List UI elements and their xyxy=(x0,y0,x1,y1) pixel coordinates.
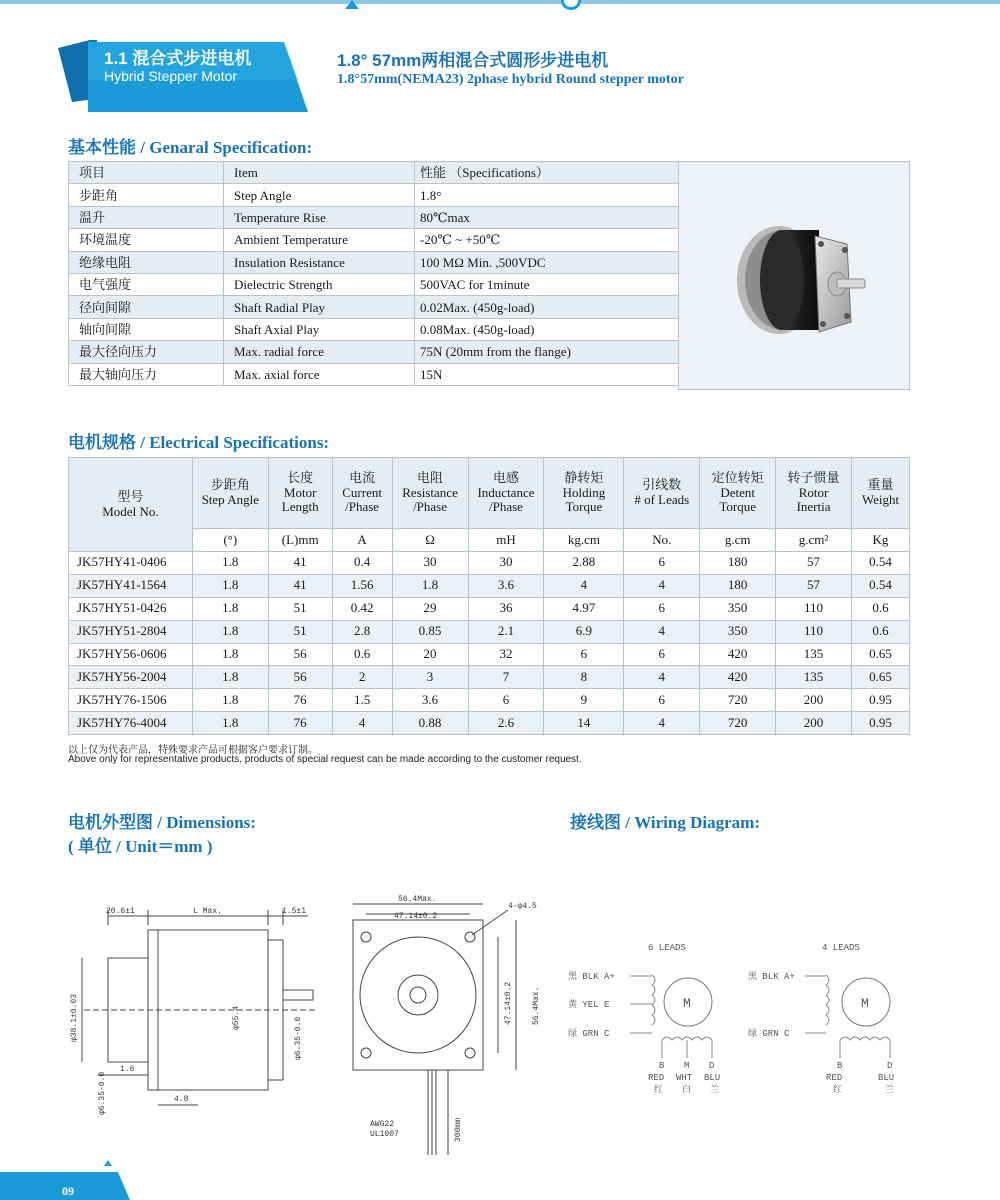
model-number-cell: JK57HY76-1506 xyxy=(69,689,193,712)
electrical-value-cell: 51 xyxy=(268,620,332,643)
header-line: 电阻 xyxy=(417,469,444,485)
electrical-header-cell xyxy=(468,458,544,529)
electrical-value-cell: 4 xyxy=(624,620,700,643)
electrical-value-cell: 420 xyxy=(700,666,776,689)
header-line: /Phase xyxy=(489,499,523,515)
header-line: Length xyxy=(281,499,319,515)
electrical-value-cell: 56 xyxy=(268,643,332,666)
general-spec-cell: Shaft Radial Play xyxy=(224,296,415,318)
electrical-value-cell: 4 xyxy=(544,574,624,597)
electrical-value-cell: 1.8 xyxy=(192,597,268,620)
motor-label-4: M xyxy=(861,996,869,1011)
electrical-value-cell: 9 xyxy=(544,689,624,712)
general-spec-cell: 100 MΩ Min. ,500VDC xyxy=(415,251,679,273)
header-line: 型号 xyxy=(117,488,144,504)
general-spec-heading: 基本性能 / Genaral Specification: xyxy=(68,138,313,157)
electrical-value-cell: 720 xyxy=(700,712,776,735)
dim-label-d5: φ55.4 xyxy=(232,1005,241,1030)
header-line: Model No. xyxy=(102,503,159,519)
model-number-cell: JK57HY41-0406 xyxy=(69,552,193,575)
model-number-cell: JK57HY51-2804 xyxy=(69,620,193,643)
electrical-unit-cell: Kg xyxy=(851,529,909,552)
lead-cn3-6: 兰 xyxy=(710,1085,720,1095)
header-line: # of Leads xyxy=(634,492,690,507)
general-spec-row xyxy=(69,273,679,295)
general-spec-cell: 绝缘电阻 xyxy=(69,251,224,273)
general-spec-cell: Item xyxy=(224,162,415,184)
electrical-value-cell: 7 xyxy=(468,666,544,689)
lead-color2-6: WHT xyxy=(676,1073,693,1083)
electrical-value-cell: 0.54 xyxy=(851,552,909,575)
electrical-value-cell: 57 xyxy=(776,552,852,575)
electrical-value-cell: 110 xyxy=(776,597,852,620)
lead-b-plus-6: B xyxy=(659,1061,665,1071)
wiring-heading: 接线图 / Wiring Diagram: xyxy=(570,813,760,832)
electrical-value-cell: 1.8 xyxy=(192,712,268,735)
electrical-value-cell: 0.85 xyxy=(392,620,468,643)
electrical-header-cell xyxy=(332,458,392,529)
lead-a-plus-4: 黑 BLK A+ xyxy=(748,972,795,982)
header-line: 静转矩 xyxy=(564,469,604,485)
header-line: Step Angle xyxy=(201,492,259,507)
wiring-4-title: 4 LEADS xyxy=(822,943,860,953)
dim-label-d1: 20.6±1 xyxy=(106,907,135,916)
lead-a-minus-6: 绿 GRN C xyxy=(568,1029,610,1039)
general-spec-cell: 500VAC for 1minute xyxy=(415,273,679,295)
lead-b-minus-6: D xyxy=(709,1061,715,1071)
dim-label-d6: φ6.35-0.0 xyxy=(294,1016,303,1060)
general-spec-cell: 最大径向压力 xyxy=(69,341,224,363)
dim-label-f1: 56.4Max. xyxy=(398,895,437,904)
header-line: /Phase xyxy=(413,499,448,515)
general-spec-cell: 轴向间隙 xyxy=(69,318,224,340)
dim-label-f7: UL1007 xyxy=(370,1130,399,1139)
electrical-spec-row xyxy=(69,574,910,597)
electrical-header-cell xyxy=(544,458,624,529)
dim-label-d4: φ38.1±0.03 xyxy=(70,993,79,1042)
electrical-unit-cell: A xyxy=(332,529,392,552)
model-number-cell: JK57HY51-0426 xyxy=(69,597,193,620)
electrical-value-cell: 0.95 xyxy=(851,712,909,735)
lead-cn2-6: 白 xyxy=(682,1085,692,1095)
electrical-value-cell: 3 xyxy=(392,666,468,689)
general-spec-cell: 80℃max xyxy=(415,206,679,228)
header-line: /Phase xyxy=(345,499,380,515)
general-spec-row xyxy=(69,206,679,228)
electrical-value-cell: 4 xyxy=(624,666,700,689)
lead-b-center-6: M xyxy=(684,1061,690,1071)
electrical-value-cell: 6 xyxy=(468,689,544,712)
electrical-value-cell: 30 xyxy=(392,552,468,575)
dim-label-f4: 47.14±0.2 xyxy=(504,981,513,1025)
electrical-unit-cell: g.cm² xyxy=(776,529,852,552)
electrical-value-cell: 29 xyxy=(392,597,468,620)
electrical-value-cell: 41 xyxy=(268,574,332,597)
electrical-value-cell: 6 xyxy=(624,643,700,666)
electrical-value-cell: 2.8 xyxy=(332,620,392,643)
header-line: 转子惯量 xyxy=(787,469,840,485)
electrical-value-cell: 20 xyxy=(392,643,468,666)
dimensions-unit: ( 单位 / Unit＝mm ) xyxy=(68,837,213,856)
electrical-unit-cell: No. xyxy=(624,529,700,552)
electrical-value-cell: 4 xyxy=(624,574,700,597)
electrical-spec-row xyxy=(69,689,910,712)
electrical-value-cell: 180 xyxy=(700,552,776,575)
electrical-value-cell: 1.8 xyxy=(192,689,268,712)
general-spec-row xyxy=(69,318,679,340)
electrical-value-cell: 2.6 xyxy=(468,712,544,735)
general-spec-row xyxy=(69,184,679,206)
general-spec-cell: 15N xyxy=(415,363,679,385)
electrical-unit-cell: (L)mm xyxy=(268,529,332,552)
electrical-value-cell: 200 xyxy=(776,712,852,735)
general-spec-table xyxy=(68,161,679,386)
header-line: 长度 xyxy=(287,469,314,485)
electrical-header-cell xyxy=(192,458,268,529)
note-en: Above only for representative products, products of special request can be made according to the customer request. xyxy=(68,754,582,765)
electrical-value-cell: 135 xyxy=(776,643,852,666)
general-spec-cell: Ambient Temperature xyxy=(224,229,415,251)
electrical-spec-table xyxy=(68,457,910,735)
header-line: Inductance xyxy=(477,484,535,500)
electrical-value-cell: 1.8 xyxy=(192,643,268,666)
general-spec-cell: 0.02Max. (450g-load) xyxy=(415,296,679,318)
electrical-value-cell: 0.88 xyxy=(392,712,468,735)
electrical-value-cell: 3.6 xyxy=(392,689,468,712)
header-line: 步距角 xyxy=(210,477,250,493)
general-spec-cell: 性能 （Specifications） xyxy=(415,162,679,184)
lead-cn1-4: 红 xyxy=(833,1085,843,1095)
dimensions-heading: 电机外型图 / Dimensions: xyxy=(68,813,256,832)
general-spec-cell: Max. axial force xyxy=(224,363,415,385)
wiring-6-title: 6 LEADS xyxy=(648,943,686,953)
electrical-spec-row xyxy=(69,620,910,643)
electrical-value-cell: 6 xyxy=(624,552,700,575)
dim-label-f2: 47.14±0.2 xyxy=(394,912,438,921)
electrical-value-cell: 6 xyxy=(624,689,700,712)
electrical-value-cell: 1.8 xyxy=(392,574,468,597)
dim-label-d9: 4.8 xyxy=(174,1095,189,1104)
header-line: 定位转矩 xyxy=(711,469,764,485)
general-spec-row xyxy=(69,251,679,273)
model-number-cell: JK57HY56-2004 xyxy=(69,666,193,689)
electrical-value-cell: 350 xyxy=(700,620,776,643)
electrical-value-cell: 57 xyxy=(776,574,852,597)
electrical-value-cell: 1.56 xyxy=(332,574,392,597)
general-spec-cell: 环境温度 xyxy=(69,229,224,251)
motor-label-6: M xyxy=(683,996,691,1011)
header-line: Weight xyxy=(861,492,900,507)
general-spec-cell: -20℃ ~ +50℃ xyxy=(415,229,679,251)
model-number-cell: JK57HY56-0606 xyxy=(69,643,193,666)
lead-color3-4: BLU xyxy=(878,1073,895,1083)
general-spec-cell: Dielectric Strength xyxy=(224,273,415,295)
electrical-value-cell: 1.8 xyxy=(192,666,268,689)
general-spec-row xyxy=(69,162,679,184)
electrical-header-cell xyxy=(776,458,852,529)
electrical-value-cell: 0.54 xyxy=(851,574,909,597)
header-line: Current xyxy=(342,484,382,500)
general-spec-cell: Max. radial force xyxy=(224,341,415,363)
electrical-header-cell xyxy=(700,458,776,529)
electrical-value-cell: 0.65 xyxy=(851,666,909,689)
electrical-value-cell: 32 xyxy=(468,643,544,666)
electrical-value-cell: 14 xyxy=(544,712,624,735)
lead-color1-4: RED xyxy=(826,1073,843,1083)
header-line: Torque xyxy=(565,499,603,515)
header-line: 重量 xyxy=(867,477,894,493)
page-number: 09 xyxy=(62,1184,74,1198)
lead-cn1-6: 红 xyxy=(654,1085,664,1095)
electrical-unit-cell: mH xyxy=(468,529,544,552)
lead-color1-6: RED xyxy=(648,1073,665,1083)
header-line: Rotor xyxy=(798,484,829,500)
header-line: Torque xyxy=(719,499,756,515)
electrical-value-cell: 135 xyxy=(776,666,852,689)
dim-label-f6: AWG22 xyxy=(370,1120,395,1129)
dim-label-d3: 1.5±1 xyxy=(282,907,307,916)
electrical-value-cell: 420 xyxy=(700,643,776,666)
lead-b-plus-4: B xyxy=(837,1061,843,1071)
general-spec-cell: 电气强度 xyxy=(69,273,224,295)
electrical-value-cell: 2 xyxy=(332,666,392,689)
electrical-value-cell: 0.95 xyxy=(851,689,909,712)
header-line: Motor xyxy=(283,484,317,500)
electrical-value-cell: 200 xyxy=(776,689,852,712)
dim-label-d2: L Max. xyxy=(193,907,222,916)
electrical-value-cell: 3.6 xyxy=(468,574,544,597)
general-spec-cell: Step Angle xyxy=(224,184,415,206)
electrical-header-cell xyxy=(69,458,193,552)
electrical-spec-heading: 电机规格 / Electrical Specifications: xyxy=(68,433,330,452)
section-title-en: Hybrid Stepper Motor xyxy=(104,68,238,84)
page-title: 1.8° 57mm两相混合式圆形步进电机 xyxy=(337,51,609,70)
top-rule xyxy=(0,0,1000,4)
electrical-spec-row xyxy=(69,666,910,689)
electrical-value-cell: 2.1 xyxy=(468,620,544,643)
general-spec-cell: 75N (20mm from the flange) xyxy=(415,341,679,363)
electrical-header-cell xyxy=(392,458,468,529)
section-title-cn: 1.1 混合式步进电机 xyxy=(104,49,252,68)
header-line: Resistance xyxy=(402,484,458,500)
electrical-value-cell: 350 xyxy=(700,597,776,620)
header-line: Inertia xyxy=(796,499,831,515)
dim-label-d8: 1.6 xyxy=(120,1065,135,1074)
electrical-value-cell: 6 xyxy=(544,643,624,666)
model-number-cell: JK57HY41-1564 xyxy=(69,574,193,597)
dim-label-f5: 56.4Max. xyxy=(532,986,541,1025)
electrical-unit-cell: (°) xyxy=(192,529,268,552)
electrical-value-cell: 36 xyxy=(468,597,544,620)
stepper-motor-image xyxy=(679,162,909,389)
electrical-value-cell: 30 xyxy=(468,552,544,575)
dim-label-f3: 4-φ4.5 xyxy=(508,902,537,911)
header-line: Detent xyxy=(720,484,755,500)
electrical-value-cell: 1.5 xyxy=(332,689,392,712)
general-spec-row xyxy=(69,296,679,318)
general-spec-cell: Shaft Axial Play xyxy=(224,318,415,340)
electrical-value-cell: 1.8 xyxy=(192,620,268,643)
electrical-unit-cell: kg.cm xyxy=(544,529,624,552)
header-line: 电流 xyxy=(349,469,376,485)
general-spec-row xyxy=(69,363,679,385)
circle-marker-icon xyxy=(561,0,581,10)
general-spec-cell: 径向间隙 xyxy=(69,296,224,318)
electrical-header-cell xyxy=(851,458,909,529)
electrical-value-cell: 4 xyxy=(332,712,392,735)
general-spec-cell: Temperature Rise xyxy=(224,206,415,228)
electrical-header-cell xyxy=(624,458,700,529)
electrical-unit-cell: g.cm xyxy=(700,529,776,552)
electrical-spec-row xyxy=(69,643,910,666)
lead-b-minus-4: D xyxy=(887,1061,893,1071)
electrical-value-cell: 4.97 xyxy=(544,597,624,620)
electrical-value-cell: 0.6 xyxy=(851,620,909,643)
electrical-value-cell: 56 xyxy=(268,666,332,689)
electrical-spec-row xyxy=(69,552,910,575)
electrical-value-cell: 180 xyxy=(700,574,776,597)
dim-label-f8: 300mm xyxy=(454,1117,463,1142)
electrical-value-cell: 4 xyxy=(624,712,700,735)
electrical-header-cell xyxy=(268,458,332,529)
general-spec-cell: Insulation Resistance xyxy=(224,251,415,273)
page-subtitle: 1.8°57mm(NEMA23) 2phase hybrid Round stepper motor xyxy=(337,72,684,87)
general-spec-cell: 步距角 xyxy=(69,184,224,206)
electrical-value-cell: 110 xyxy=(776,620,852,643)
header-line: Holding xyxy=(562,484,606,500)
electrical-value-cell: 0.65 xyxy=(851,643,909,666)
header-line: 电感 xyxy=(492,469,519,485)
general-spec-cell: 最大轴向压力 xyxy=(69,363,224,385)
general-spec-cell: 项目 xyxy=(69,162,224,184)
electrical-value-cell: 76 xyxy=(268,712,332,735)
lead-color3-6: BLU xyxy=(704,1073,721,1083)
general-spec-cell: 温升 xyxy=(69,206,224,228)
general-spec-row xyxy=(69,229,679,251)
general-spec-cell: 0.08Max. (450g-load) xyxy=(415,318,679,340)
electrical-spec-row xyxy=(69,712,910,735)
lead-a-plus-6: 黑 BLK A+ xyxy=(568,972,615,982)
electrical-value-cell: 6 xyxy=(624,597,700,620)
electrical-value-cell: 8 xyxy=(544,666,624,689)
electrical-value-cell: 0.6 xyxy=(332,643,392,666)
header-line: 引线数 xyxy=(642,477,682,493)
note-cn: 以上仅为代表产品，特殊要求产品可根据客户要求订制。 xyxy=(68,745,318,756)
electrical-spec-row xyxy=(69,597,910,620)
electrical-value-cell: 0.42 xyxy=(332,597,392,620)
electrical-value-cell: 720 xyxy=(700,689,776,712)
electrical-value-cell: 41 xyxy=(268,552,332,575)
electrical-value-cell: 1.8 xyxy=(192,552,268,575)
electrical-value-cell: 6.9 xyxy=(544,620,624,643)
dim-label-d7: φ6.35-0.0 xyxy=(98,1071,107,1115)
dimension-drawing xyxy=(68,880,558,1170)
model-number-cell: JK57HY76-4004 xyxy=(69,712,193,735)
lead-a-minus-4: 绿 GRN C xyxy=(748,1029,790,1039)
motor-photo xyxy=(678,161,910,390)
lead-cn3-4: 兰 xyxy=(885,1085,895,1095)
general-spec-cell: 1.8° xyxy=(415,184,679,206)
electrical-value-cell: 0.4 xyxy=(332,552,392,575)
general-spec-row xyxy=(69,341,679,363)
triangle-marker-icon xyxy=(345,0,359,9)
electrical-value-cell: 0.6 xyxy=(851,597,909,620)
electrical-value-cell: 51 xyxy=(268,597,332,620)
electrical-value-cell: 2.88 xyxy=(544,552,624,575)
electrical-value-cell: 76 xyxy=(268,689,332,712)
electrical-unit-cell: Ω xyxy=(392,529,468,552)
electrical-value-cell: 1.8 xyxy=(192,574,268,597)
lead-a-center-6: 黄 YEL E xyxy=(568,1000,610,1010)
wiring-diagram xyxy=(560,930,900,1120)
